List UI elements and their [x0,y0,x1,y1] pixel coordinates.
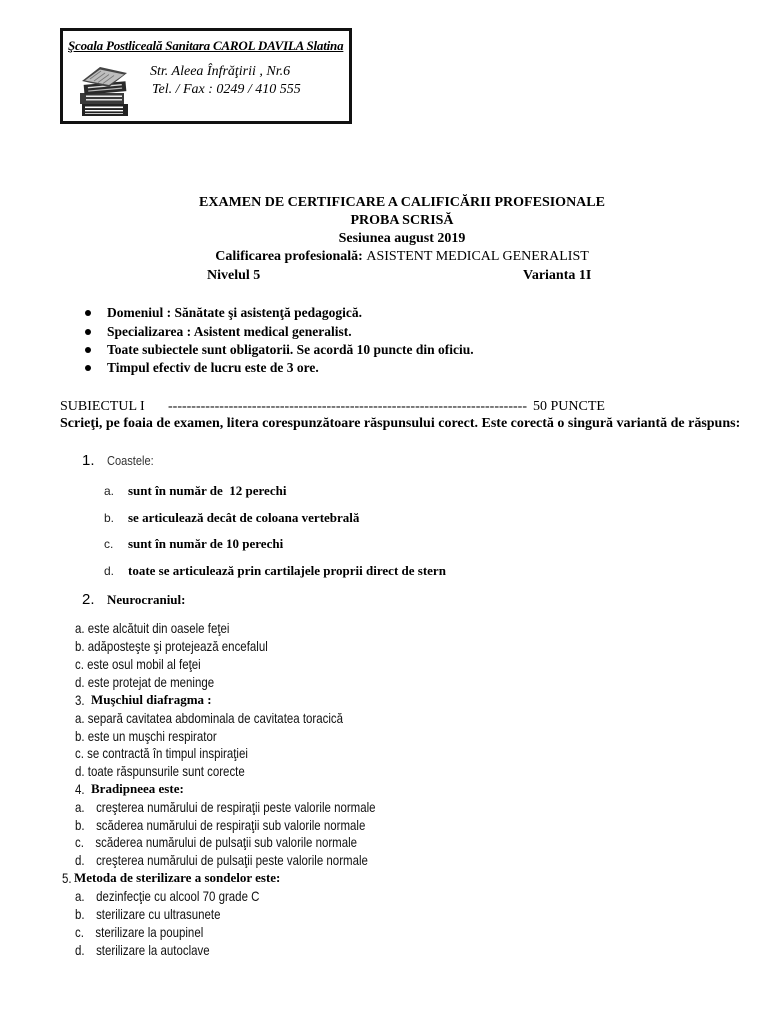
q1-option-b-letter: b. [104,511,115,525]
option-letter: d. [75,763,85,779]
option-letter: c. [75,656,84,672]
q1-option-d-text: toate se articulează prin cartilajele proprii direct de stern [128,563,446,578]
option-letter: c. [75,834,84,850]
exam-variant: Varianta 1I [523,268,592,283]
option-text: scăderea numărului de respiraţii sub valorile normale [96,817,366,833]
qualification-value: ASISTENT MEDICAL GENERALIST [366,249,589,264]
q5-option-a [75,887,259,905]
option-text: dezinfecţie cu alcool 70 grade C [96,888,260,904]
bullet-dot [85,347,91,353]
subject-instructions: Scrieţi, pe foaia de examen, litera corespunzătoare răspunsului corect. Este corectă o singură variantă de răspuns: [60,416,741,431]
bullet-dot [85,310,91,316]
option-text: sterilizare cu ultrasunete [96,906,221,922]
subject-name: SUBIECTUL I [60,399,145,414]
option-text: este protejat de meninge [87,674,215,690]
option-text: sterilizare la poupinel [95,924,204,940]
option-letter: c. [75,745,84,761]
q4-option-a [75,798,376,816]
q3-option-b [75,727,217,745]
option-text: este un muşchi respirator [87,728,217,744]
info-domain: Domeniul : Sănătate şi asistenţă pedagogică. [107,305,363,320]
option-letter: d. [75,852,85,868]
question-5-text: Metoda de sterilizare a sondelor este: [74,870,281,885]
school-header [60,28,352,124]
question-1-number: 1. [82,452,95,469]
option-letter: a. [75,888,85,904]
info-mandatory: Toate subiectele sunt obligatorii. Se acordă 10 puncte din oficiu. [107,342,474,357]
subject-separator: ----------------------------------------------------------------------------- [168,399,527,414]
option-text: separă cavitatea abdominala de cavitatea toracică [87,710,344,726]
q1-option-a-text: sunt în număr de 12 perechi [128,483,287,498]
q5-option-c [75,923,203,941]
option-text: se contractă în timpul inspiraţiei [87,745,248,761]
bullet-dot [85,329,91,335]
q1-option-a-letter: a. [104,484,115,498]
q2-option-c [75,655,201,673]
q3-option-d [75,762,245,780]
q1-option-d-letter: d. [104,564,115,578]
option-letter: b. [75,817,85,833]
question-2-number: 2. [82,591,95,608]
q1-option-b-text: se articulează decât de coloana vertebrală [128,510,360,525]
q5-option-d [75,941,210,959]
option-letter: c. [75,924,84,940]
option-letter: d. [75,674,85,690]
option-text: este osul mobil al feţei [87,656,201,672]
option-letter: b. [75,906,85,922]
question-2-text: Neurocraniul: [107,592,186,607]
option-letter: d. [75,942,85,958]
q3-option-a [75,709,343,727]
option-text: toate răspunsurile sunt corecte [87,763,245,779]
q4-option-b [75,816,365,834]
exam-level: Nivelul 5 [207,268,261,283]
q1-option-c-letter: c. [104,537,114,551]
q2-option-b [75,637,268,655]
exam-title: EXAMEN DE CERTIFICARE A CALIFICĂRII PROFESIONALE [199,195,605,210]
school-address: Str. Aleea Înfrăţirii , Nr.6 [150,64,291,79]
question-1-text: Coastele: [107,453,154,468]
bullet-dot [85,365,91,371]
school-phone: Tel. / Fax : 0249 / 410 555 [152,82,301,97]
question-3-text: Muşchiul diafragma : [91,692,212,707]
question-4-text: Bradipneea este: [91,781,184,796]
q4-option-c [75,833,357,851]
qualification-line [100,248,704,266]
question-3-number: 3. [75,692,85,708]
option-letter: a. [75,710,85,726]
q2-option-a [75,619,229,637]
subject-points: 50 PUNCTE [533,399,605,414]
info-specialization: Specializarea : Asistent medical generalist. [107,324,352,339]
option-letter: b. [75,728,85,744]
q3-option-c [75,744,248,762]
q5-option-b [75,905,220,923]
option-letter: a. [75,799,85,815]
school-name: Şcoala Postliceală Sanitara CAROL DAVILA Slatina [68,38,344,53]
question-5-number: 5. [62,870,72,886]
info-duration: Timpul efectiv de lucru este de 3 ore. [107,360,319,375]
option-text: sterilizare la autoclave [96,942,210,958]
q1-option-c-text: sunt în număr de 10 perechi [128,536,284,551]
option-letter: a. [75,620,85,636]
qualification-label: Calificarea profesională: [215,249,363,264]
option-text: creşterea numărului de respiraţii peste valorile normale [96,799,376,815]
option-text: adăposteşte şi protejează encefalul [87,638,268,654]
exam-session: Sesiunea august 2019 [338,231,466,246]
q4-option-d [75,851,368,869]
option-text: este alcătuit din oasele feţei [87,620,230,636]
option-letter: b. [75,638,85,654]
option-text: creşterea numărului de pulsaţii peste valorile normale [96,852,368,868]
option-text: scăderea numărului de pulsaţii sub valorile normale [95,834,358,850]
question-4-number: 4. [75,781,85,797]
q2-option-d [75,673,214,691]
books-icon [78,60,132,118]
exam-subtitle: PROBA SCRISĂ [350,213,454,228]
